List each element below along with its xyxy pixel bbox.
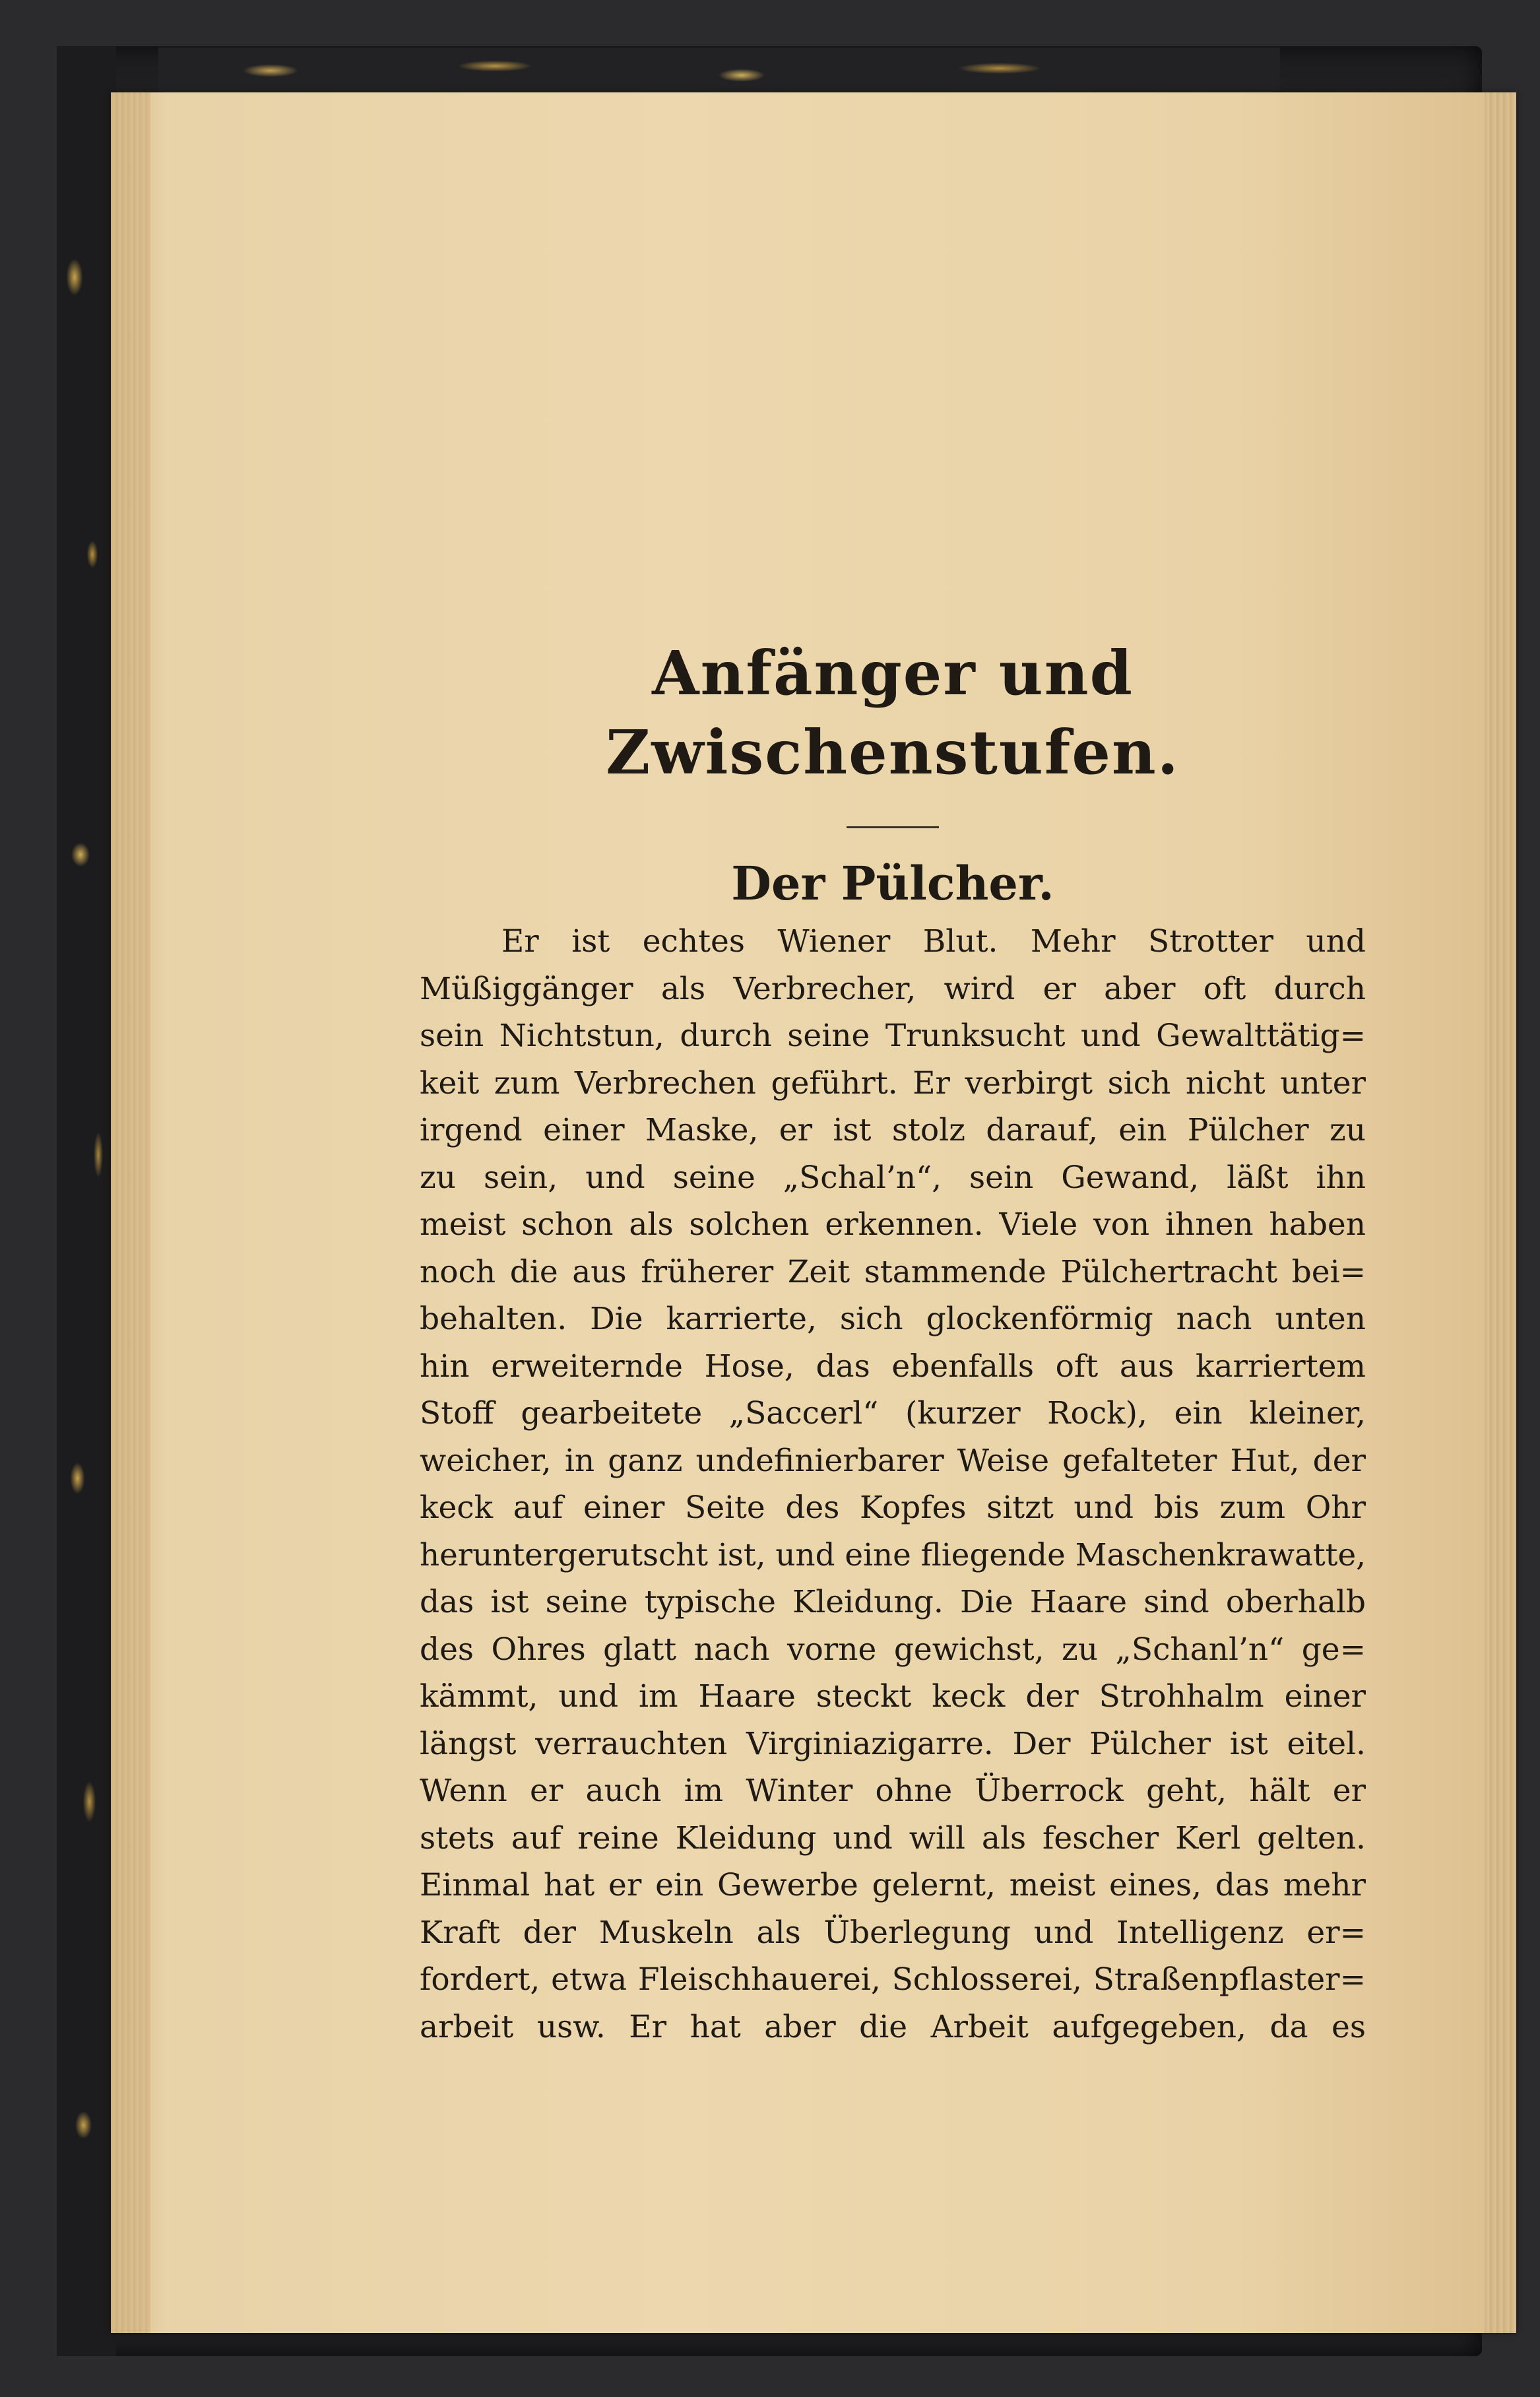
text-line: sein Nichtstun, durch seine Trunksucht und Gewalttätig= (420, 1018, 1366, 1054)
text-line: Einmal hat er ein Gewerbe gelernt, meist eines, das mehr (420, 1867, 1366, 1903)
text-line: Er ist echtes Wiener Blut. Mehr Strotter und (501, 923, 1366, 960)
text-line: heruntergerutscht ist, und eine fliegende Maschenkrawatte, (420, 1536, 1366, 1573)
text-line: hin erweiternde Hose, das ebenfalls oft aus karriertem (420, 1348, 1366, 1385)
text-line: meist schon als solchen erkennen. Viele von ihnen haben (420, 1206, 1366, 1243)
title-divider (847, 826, 939, 828)
text-line: des Ohres glatt nach vorne gewichst, zu „Schanl’n“ ge= (420, 1631, 1366, 1668)
page-stack-left-edge (111, 92, 150, 2333)
text-line: zu sein, und seine „Schal’n“, sein Gewand, läßt ihn (420, 1159, 1366, 1196)
text-line: keit zum Verbrechen geführt. Er verbirgt sich nicht unter (420, 1065, 1366, 1101)
text-line: weicher, in ganz undefinierbarer Weise gefalteter Hut, der (420, 1442, 1366, 1479)
text-line: behalten. Die karrierte, sich glockenförmig nach unten (420, 1301, 1366, 1337)
text-line: Kraft der Muskeln als Überlegung und Intelligenz er= (420, 1914, 1366, 1951)
chapter-title: Anfänger und Zwischenstufen. (606, 638, 1180, 788)
text-line: längst verrauchten Virginiazigarre. Der Pülcher ist eitel. (420, 1725, 1366, 1762)
marbled-board-left (57, 46, 116, 2356)
text-line: stets auf reine Kleidung und will als fescher Kerl gelten. (420, 1820, 1366, 1856)
page-text-block (420, 634, 1366, 2051)
text-line: Müßiggänger als Verbrecher, wird er aber oft durch (420, 970, 1366, 1007)
text-line: Stoff gearbeitete „Saccerl“ (kurzer Rock), ein kleiner, (420, 1395, 1366, 1431)
text-line: das ist seine typische Kleidung. Die Haare sind oberhalb (420, 1584, 1366, 1620)
text-line: keck auf einer Seite des Kopfes sitzt und bis zum Ohr (420, 1490, 1366, 1526)
text-line: arbeit usw. Er hat aber die Arbeit aufgegeben, da es (420, 2008, 1366, 2045)
text-line: irgend einer Maske, er ist stolz darauf, ein Pülcher zu (420, 1112, 1366, 1148)
section-title: Der Pülcher. (731, 856, 1054, 911)
text-line: kämmt, und im Haare steckt keck der Strohhalm einer (420, 1678, 1366, 1715)
text-line: fordert, etwa Fleischhauerei, Schlosserei, Straßenpflaster= (420, 1961, 1366, 1998)
page-stack-right-edge (1485, 92, 1516, 2333)
text-line: noch die aus früherer Zeit stammende Pülchertracht bei= (420, 1253, 1366, 1290)
marbled-board-top (158, 48, 1280, 94)
text-line: Wenn er auch im Winter ohne Überrock geht, hält er (420, 1773, 1366, 1809)
body-paragraph (420, 918, 1366, 2051)
